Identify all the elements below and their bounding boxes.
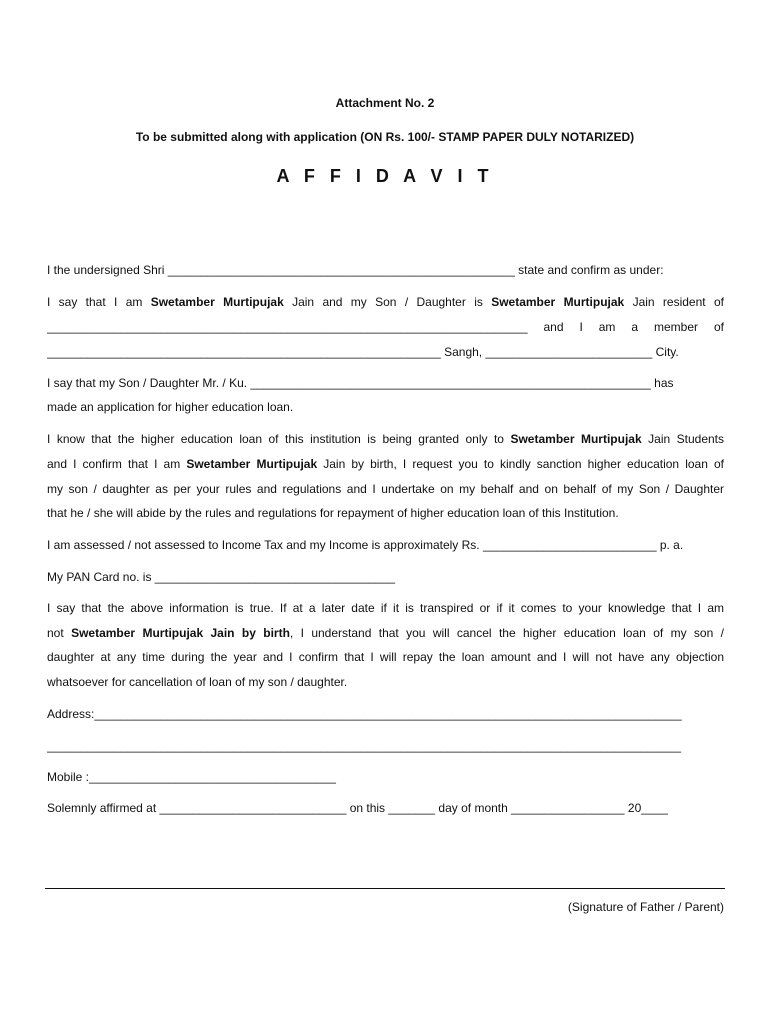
address-line-2: _______________________________________________________________________________________________ [47, 739, 682, 753]
document-title: A F F I D A V I T [276, 166, 494, 186]
bold-span: Swetamber Murtipujak [510, 432, 642, 446]
truth-line-3: daughter at any time during the year and I confirm that I will repay the loan amount and I will not have any objection [47, 650, 724, 664]
truth-line-1: I say that the above information is true. If at a later date if it is transpired or if it comes to your knowledge that I am [47, 601, 724, 615]
pan-card-line: My PAN Card no. is ____________________________________ [47, 570, 396, 584]
text-span: Jain resident of [632, 295, 724, 309]
member-line: ________________________________________________________________________ and I am a member of [47, 320, 724, 334]
undersigned-line: I the undersigned Shri ____________________________________________________ state and confirm as under: [47, 263, 664, 277]
declaration-line-4: that he / she will abide by the rules and regulations for repayment of higher education loan of this Institution. [47, 506, 619, 520]
bold-span: Swetamber Murtipujak [186, 457, 318, 471]
application-line: made an application for higher education loan. [47, 400, 294, 414]
text-span: not [47, 626, 64, 640]
declaration-line-3: my son / daughter as per your rules and regulations and I undertake on my behalf and on behalf of my Son / Daughter [47, 482, 724, 496]
affirmation-line: Solemnly affirmed at ____________________________ on this _______ day of month _________________ 20____ [47, 801, 668, 815]
text-span: I say that I am [47, 295, 143, 309]
mobile-line: Mobile :_____________________________________ [47, 770, 336, 784]
declaration-line-2 [47, 456, 724, 472]
truth-line-2 [47, 625, 724, 641]
text-span: Jain Students [648, 432, 724, 446]
sangh-city-line: ___________________________________________________________ Sangh, _________________________ City. [47, 345, 679, 359]
text-span: , I understand that you will cancel the higher education loan of my son / [289, 626, 724, 640]
bold-span: Swetamber Murtipujak Jain by birth [71, 626, 290, 640]
submission-instruction: To be submitted along with application (ON Rs. 100/- STAMP PAPER DULY NOTARIZED) [135, 130, 635, 144]
bold-span: Swetamber Murtipujak [491, 295, 625, 309]
signature-caption: (Signature of Father / Parent) [567, 900, 724, 914]
signature-rule [45, 888, 725, 889]
text-span: Jain and my Son / Daughter is [292, 295, 483, 309]
declaration-line-1 [47, 431, 724, 447]
bold-span: Swetamber Murtipujak [150, 295, 284, 309]
income-line: I am assessed / not assessed to Income Tax and my Income is approximately Rs. __________________________ p. a. [47, 538, 684, 552]
attachment-number: Attachment No. 2 [335, 96, 435, 110]
residency-line [47, 294, 724, 310]
truth-line-4: whatsoever for cancellation of loan of my son / daughter. [47, 675, 348, 689]
text-span: I know that the higher education loan of this institution is being granted only to [47, 432, 504, 446]
text-span: Jain by birth, I request you to kindly sanction higher education loan of [323, 457, 724, 471]
address-line: Address:________________________________________________________________________________________ [47, 707, 682, 721]
text-span: and I confirm that I am [47, 457, 181, 471]
child-name-line: I say that my Son / Daughter Mr. / Ku. ____________________________________________________________ has [47, 376, 674, 390]
